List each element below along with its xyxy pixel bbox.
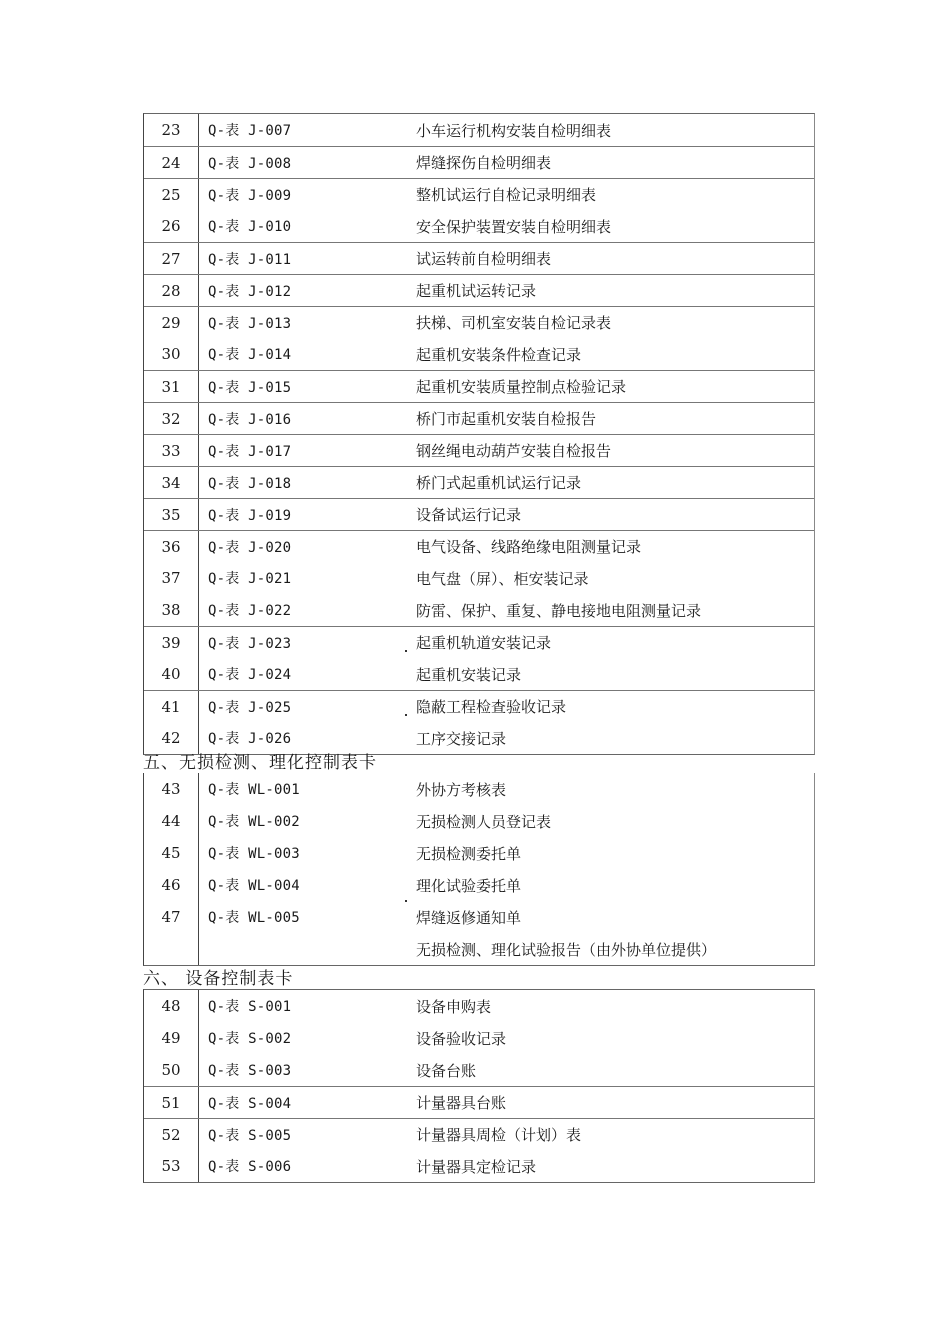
row-number: 27 (144, 243, 199, 274)
table-row (144, 178, 814, 210)
form-name: 设备试运行记录 (416, 506, 522, 524)
form-name: 小车运行机构安装自检明细表 (416, 121, 612, 140)
row-number: 43 (144, 773, 199, 805)
form-name: 理化试验委托单 (416, 876, 522, 895)
table-row (144, 837, 814, 869)
form-name: 起重机安装质量控制点检验记录 (416, 378, 627, 396)
form-code: Q-表 J-026 (208, 731, 292, 747)
table-row (144, 933, 814, 965)
scan-dot (405, 714, 407, 716)
form-name: 安全保护装置安装自检明细表 (416, 217, 612, 236)
table-row (144, 114, 814, 146)
form-name: 计量器具周检（计划）表 (416, 1126, 582, 1144)
row-number: 35 (144, 499, 199, 530)
table-row (144, 498, 814, 530)
row-number: 41 (144, 691, 199, 722)
form-name: 设备验收记录 (416, 1029, 507, 1048)
form-code: Q-表 S-003 (208, 1063, 292, 1079)
section-heading-s: 六、 设备控制表卡 (143, 969, 294, 989)
form-name: 桥门式起重机试运行记录 (416, 474, 582, 492)
row-number: 29 (144, 307, 199, 338)
row-number: 44 (144, 805, 199, 837)
table-row (144, 562, 814, 594)
form-code: Q-表 J-020 (208, 539, 292, 556)
form-name: 工序交接记录 (416, 729, 507, 748)
table-row (144, 1054, 814, 1086)
form-name: 焊缝返修通知单 (416, 908, 522, 927)
scan-dot (405, 650, 407, 652)
row-number: 25 (144, 179, 199, 210)
form-code: Q-表 S-005 (208, 1127, 292, 1144)
row-number: 40 (144, 658, 199, 690)
table-row (144, 530, 814, 562)
form-code: Q-表 WL-005 (208, 910, 300, 926)
form-code: Q-表 WL-003 (208, 846, 300, 862)
table-j-section (143, 113, 815, 755)
form-code: Q-表 J-015 (208, 379, 292, 396)
table-row (144, 338, 814, 370)
table-row (144, 690, 814, 722)
table-row (144, 1022, 814, 1054)
row-number: 48 (144, 990, 199, 1022)
form-code: Q-表 J-017 (208, 443, 292, 460)
form-code: Q-表 S-001 (208, 999, 292, 1015)
form-name: 电气设备、线路绝缘电阻测量记录 (416, 538, 642, 556)
section-heading-wl: 五、无损检测、理化控制表卡 (143, 753, 377, 773)
form-code: Q-表 J-013 (208, 315, 292, 332)
table-row (144, 869, 814, 901)
table-row (144, 626, 814, 658)
form-name: 外协方考核表 (416, 780, 507, 799)
form-name: 设备台账 (416, 1061, 477, 1080)
row-number: 24 (144, 147, 199, 178)
row-number: 26 (144, 210, 199, 242)
form-name: 焊缝探伤自检明细表 (416, 154, 552, 172)
form-code: Q-表 WL-001 (208, 782, 300, 798)
table-row (144, 805, 814, 837)
row-number: 42 (144, 722, 199, 754)
row-number: 39 (144, 627, 199, 658)
row-number: 45 (144, 837, 199, 869)
form-code: Q-表 J-024 (208, 667, 292, 683)
form-code: Q-表 J-019 (208, 507, 292, 524)
table-row (144, 306, 814, 338)
table-row (144, 1086, 814, 1118)
row-number: 52 (144, 1119, 199, 1150)
row-number: 51 (144, 1087, 199, 1118)
table-row (144, 466, 814, 498)
form-name: 起重机试运转记录 (416, 282, 537, 300)
form-code: Q-表 WL-002 (208, 814, 300, 830)
table-row (144, 773, 814, 805)
row-number: 50 (144, 1054, 199, 1086)
table-row (144, 901, 814, 933)
form-code: Q-表 J-021 (208, 571, 292, 587)
row-number: 33 (144, 435, 199, 466)
form-name: 无损检测、理化试验报告（由外协单位提供） (416, 940, 717, 959)
table-row (144, 370, 814, 402)
form-code (208, 933, 408, 965)
table-row (144, 434, 814, 466)
table-row (144, 146, 814, 178)
form-name: 设备申购表 (416, 997, 492, 1016)
row-number: 49 (144, 1022, 199, 1054)
form-name: 整机试运行自检记录明细表 (416, 186, 597, 204)
form-name: 扶梯、司机室安装自检记录表 (416, 314, 612, 332)
form-code: Q-表 J-014 (208, 347, 292, 363)
table-s-section (143, 989, 815, 1183)
form-name: 计量器具定检记录 (416, 1157, 537, 1176)
form-code: Q-表 J-022 (208, 603, 292, 619)
form-name: 起重机轨道安装记录 (416, 634, 552, 652)
table-row (144, 210, 814, 242)
form-name: 防雷、保护、重复、静电接地电阻测量记录 (416, 601, 702, 620)
form-code: Q-表 J-010 (208, 219, 292, 235)
form-code: Q-表 J-012 (208, 283, 292, 300)
form-name: 试运转前自检明细表 (416, 250, 552, 268)
row-number: 38 (144, 594, 199, 626)
table-wl (143, 773, 815, 966)
form-name: 无损检测委托单 (416, 844, 522, 863)
form-name: 计量器具台账 (416, 1094, 507, 1112)
form-name: 无损检测人员登记表 (416, 812, 552, 831)
form-code: Q-表 J-023 (208, 635, 292, 652)
form-code: Q-表 J-018 (208, 475, 292, 492)
form-name: 桥门市起重机安装自检报告 (416, 410, 597, 428)
row-number: 30 (144, 338, 199, 370)
row-number: 36 (144, 531, 199, 562)
row-number: 23 (144, 114, 199, 146)
form-code: Q-表 J-011 (208, 251, 292, 268)
form-code: Q-表 J-007 (208, 123, 292, 139)
form-code: Q-表 J-008 (208, 155, 292, 172)
row-number: 28 (144, 275, 199, 306)
form-code: Q-表 WL-004 (208, 878, 300, 894)
form-name: 隐蔽工程检查验收记录 (416, 698, 567, 716)
table-row (144, 594, 814, 626)
table-wl-section (143, 773, 815, 966)
table-row (144, 990, 814, 1022)
table-j (143, 113, 815, 755)
form-name: 钢丝绳电动葫芦安装自检报告 (416, 442, 612, 460)
form-code: Q-表 S-006 (208, 1159, 292, 1175)
form-code: Q-表 J-009 (208, 187, 292, 204)
row-number: 47 (144, 901, 199, 933)
form-code: Q-表 S-004 (208, 1095, 292, 1112)
row-number: 46 (144, 869, 199, 901)
scan-dot (405, 900, 407, 902)
table-row (144, 242, 814, 274)
row-number: 53 (144, 1150, 199, 1182)
form-code: Q-表 J-016 (208, 411, 292, 428)
form-code: Q-表 J-025 (208, 699, 292, 716)
form-name: 起重机安装条件检查记录 (416, 345, 582, 364)
table-row (144, 1118, 814, 1150)
row-number: 31 (144, 371, 199, 402)
row-number: 32 (144, 403, 199, 434)
row-number: 34 (144, 467, 199, 498)
form-name: 起重机安装记录 (416, 665, 522, 684)
form-code: Q-表 S-002 (208, 1031, 292, 1047)
row-number: 37 (144, 562, 199, 594)
table-row (144, 658, 814, 690)
table-s (143, 989, 815, 1183)
form-name: 电气盘（屏）、柜安装记录 (416, 569, 589, 588)
table-row (144, 274, 814, 306)
row-number (144, 933, 199, 965)
table-row (144, 1150, 814, 1182)
table-row (144, 402, 814, 434)
